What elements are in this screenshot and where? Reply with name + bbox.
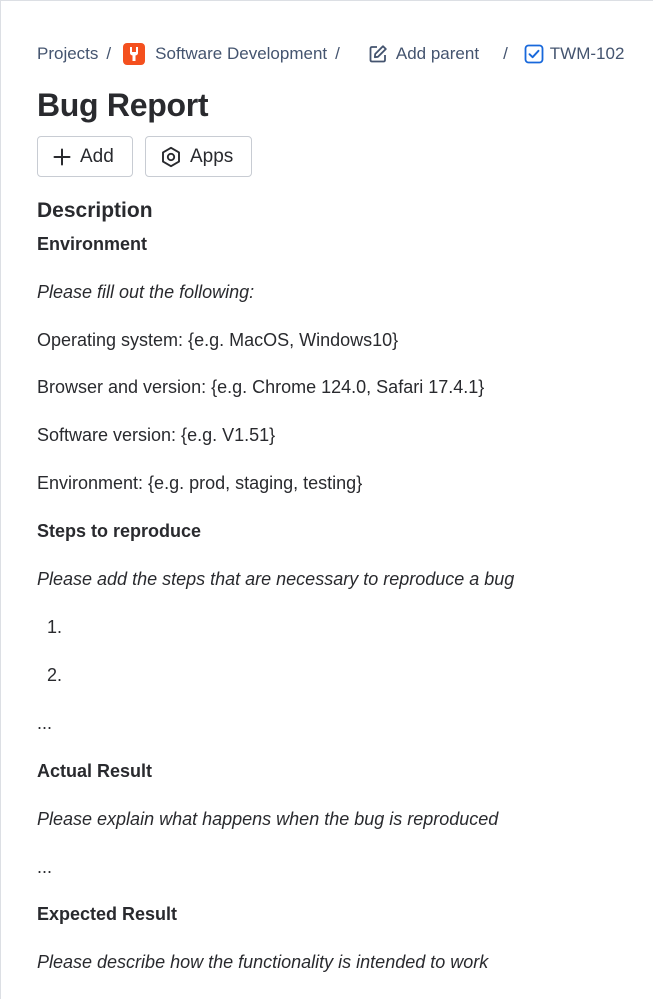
issue-key-link[interactable]: TWM-102	[549, 44, 625, 63]
breadcrumb-separator: /	[503, 44, 508, 63]
actual-result-heading: Actual Result	[37, 761, 153, 781]
task-checkbox-icon[interactable]	[524, 44, 544, 64]
breadcrumb	[37, 41, 637, 67]
apps-button[interactable]	[145, 136, 252, 177]
apps-button-label: Apps	[190, 145, 234, 167]
breadcrumb-separator: /	[335, 44, 340, 63]
list-item: 2.	[47, 665, 63, 685]
edit-pencil-icon[interactable]	[368, 44, 388, 64]
steps-ellipsis: ...	[37, 713, 53, 733]
environment-intro-text: Please fill out the following:	[37, 282, 255, 302]
environment-line: Environment: {e.g. prod, staging, testing}	[37, 473, 363, 493]
add-button-label: Add	[80, 145, 114, 167]
environment-heading: Environment	[37, 234, 148, 254]
breadcrumb-separator: /	[106, 44, 112, 63]
breadcrumb-project-link[interactable]: Software Development	[155, 44, 328, 63]
project-avatar-icon[interactable]	[123, 43, 145, 65]
apps-hexagon-icon	[160, 146, 182, 168]
issue-title[interactable]: Bug Report	[37, 87, 209, 123]
breadcrumb-projects-link[interactable]: Projects	[37, 44, 99, 63]
os-line: Operating system: {e.g. MacOS, Windows10}	[37, 330, 399, 350]
software-version-line: Software version: {e.g. V1.51}	[37, 425, 276, 445]
actual-result-intro-text: Please explain what happens when the bug is reproduced	[37, 809, 499, 829]
steps-intro-text: Please add the steps that are necessary to reproduce a bug	[37, 569, 515, 589]
browser-line: Browser and version: {e.g. Chrome 124.0, Safari 17.4.1}	[37, 377, 485, 397]
plus-icon	[52, 147, 72, 167]
steps-heading: Steps to reproduce	[37, 521, 202, 541]
actual-result-ellipsis: ...	[37, 857, 53, 877]
add-button[interactable]	[37, 136, 133, 177]
description-heading: Description	[37, 199, 153, 222]
issue-action-bar	[37, 136, 252, 177]
add-parent-link[interactable]: Add parent	[395, 44, 480, 63]
list-item: 1.	[47, 617, 63, 637]
expected-result-intro-text: Please describe how the functionality is intended to work	[37, 952, 489, 972]
expected-result-heading: Expected Result	[37, 904, 178, 924]
